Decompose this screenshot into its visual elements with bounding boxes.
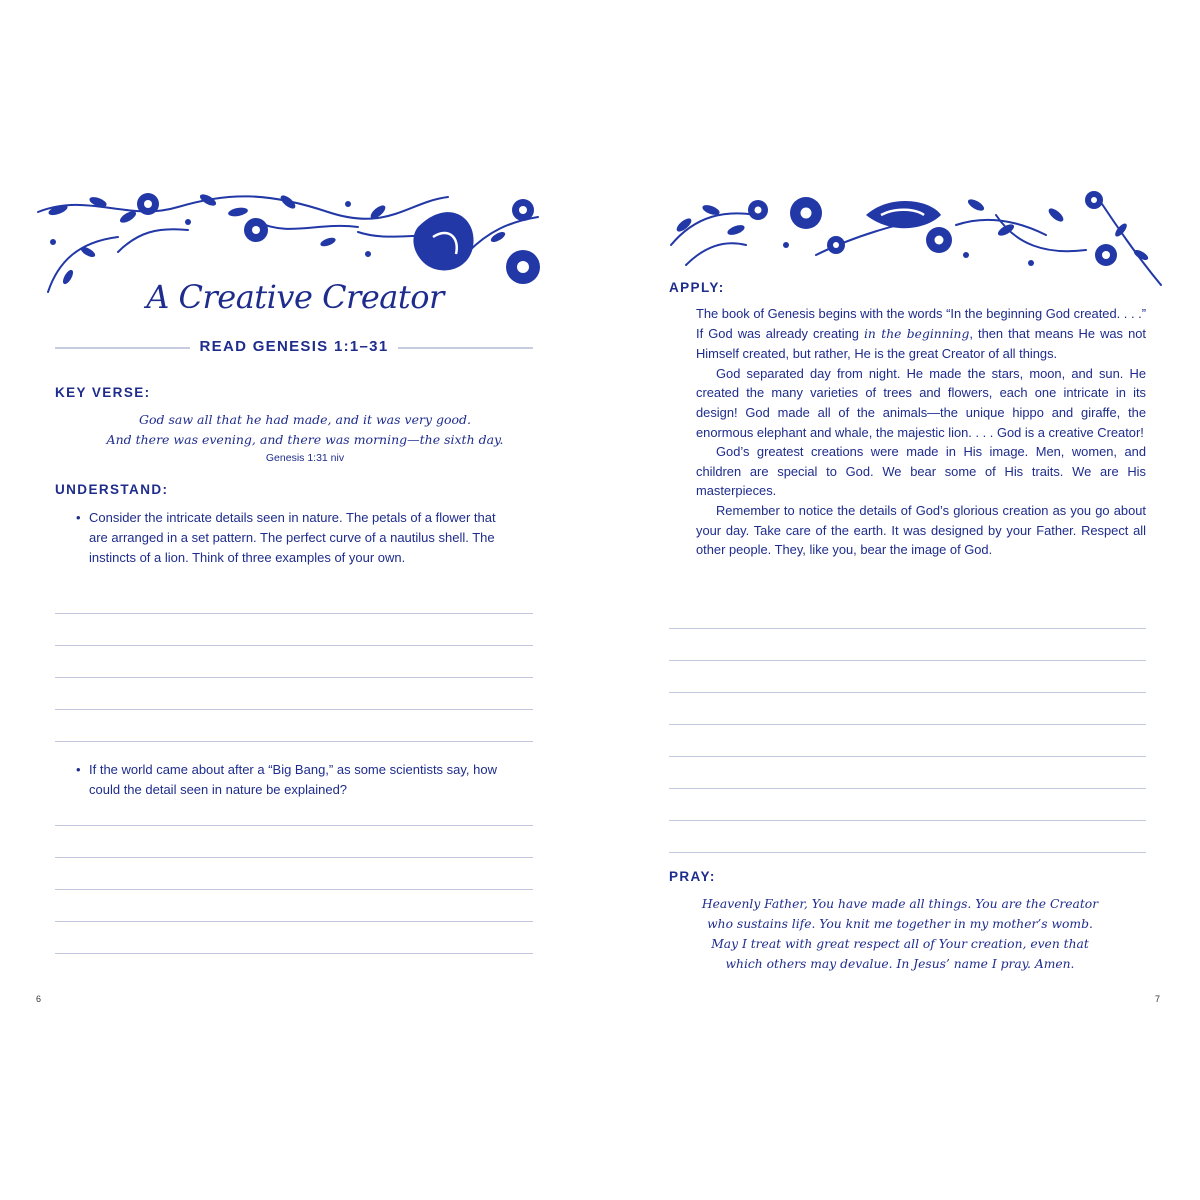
key-verse-line: God saw all that he had made, and it was very good. <box>138 412 472 427</box>
apply-paragraph: Remember to notice the details of God’s glorious creation as you go about your day. Take care of the earth. It was designed by your Father. Respect all other people. They, like you, bear the image of God. <box>696 502 1146 558</box>
page-number: 7 <box>1155 994 1161 1004</box>
question-text: If the world came about after a “Big Bang,” as some scientists say, how could the detail seen in nature be explained? <box>89 762 498 797</box>
apply-paragraph: The book of Genesis begins with the words “In the beginning God created. . . .” If God was already creating in the beginning, then that means He was not Himself created, but rather, He is the great Creator of all things. <box>696 306 1146 362</box>
prayer-line: which others may devalue. In Jesus’ name I pray. Amen. <box>725 957 1075 971</box>
key-verse-heading: KEY VERSE: <box>55 385 151 400</box>
answer-line[interactable] <box>55 857 533 858</box>
reading-label: READ GENESIS 1:1–31 <box>190 338 399 355</box>
emphasis-text: in the beginning <box>864 326 970 341</box>
answer-line[interactable] <box>55 741 533 742</box>
prayer-line: Heavenly Father, You have made all things. You are the Creator <box>701 897 1099 911</box>
right-page <box>600 0 1200 1200</box>
question-item: • If the world came about after a “Big Bang,” as some scientists say, how could the detail seen in nature be explained? <box>76 762 498 797</box>
answer-line[interactable] <box>669 660 1146 661</box>
answer-line[interactable] <box>55 921 533 922</box>
answer-line[interactable] <box>55 825 533 826</box>
answer-line[interactable] <box>669 852 1146 853</box>
floral-border-right-icon <box>666 185 1166 290</box>
prayer-line: who sustains life. You knit me together in my mother’s womb. <box>707 917 1093 931</box>
pray-heading: PRAY: <box>669 869 716 884</box>
apply-text <box>696 304 1146 560</box>
reading-reference <box>55 338 533 358</box>
apply-heading: APPLY: <box>669 280 725 295</box>
answer-line[interactable] <box>55 889 533 890</box>
answer-line[interactable] <box>55 677 533 678</box>
answer-line[interactable] <box>669 692 1146 693</box>
answer-line[interactable] <box>669 820 1146 821</box>
understand-heading: UNDERSTAND: <box>55 482 169 497</box>
answer-line[interactable] <box>669 756 1146 757</box>
answer-line[interactable] <box>55 645 533 646</box>
answer-line[interactable] <box>55 613 533 614</box>
question-text: Consider the intricate details seen in nature. The petals of a flower that are arranged in a set pattern. The perfect curve of a nautilus shell. The instincts of a lion. Think of three examples of your own. <box>89 510 496 565</box>
answer-line[interactable] <box>55 709 533 710</box>
prayer-line: May I treat with great respect all of Your creation, even that <box>711 937 1089 951</box>
answer-line[interactable] <box>669 724 1146 725</box>
apply-paragraph: God’s greatest creations were made in His image. Men, women, and children are special to God. We bear some of His traits. We are His masterpieces. <box>696 444 1146 499</box>
page-number: 6 <box>36 994 42 1004</box>
question-item: • Consider the intricate details seen in nature. The petals of a flower that are arranged in a set pattern. The perfect curve of a nautilus shell. The instincts of a lion. Think of three examples of your own. <box>76 510 496 565</box>
page-title: A Creative Creator <box>146 278 444 316</box>
answer-line[interactable] <box>669 788 1146 789</box>
answer-line[interactable] <box>55 953 533 954</box>
answer-line[interactable] <box>669 628 1146 629</box>
key-verse-line: And there was evening, and there was morning—the sixth day. <box>106 432 504 447</box>
key-verse-text <box>80 410 530 450</box>
prayer-text <box>690 894 1110 974</box>
apply-paragraph: God separated day from night. He made the stars, moon, and sun. He created the many varieties of trees and flowers, each one intricate in its design! God made all of the animals—the unique hippo and giraffe, the enormous elephant and whale, the majestic lion. . . . God is a creative Creator! <box>696 365 1146 440</box>
key-verse-reference: Genesis 1:31 niv <box>265 452 345 464</box>
